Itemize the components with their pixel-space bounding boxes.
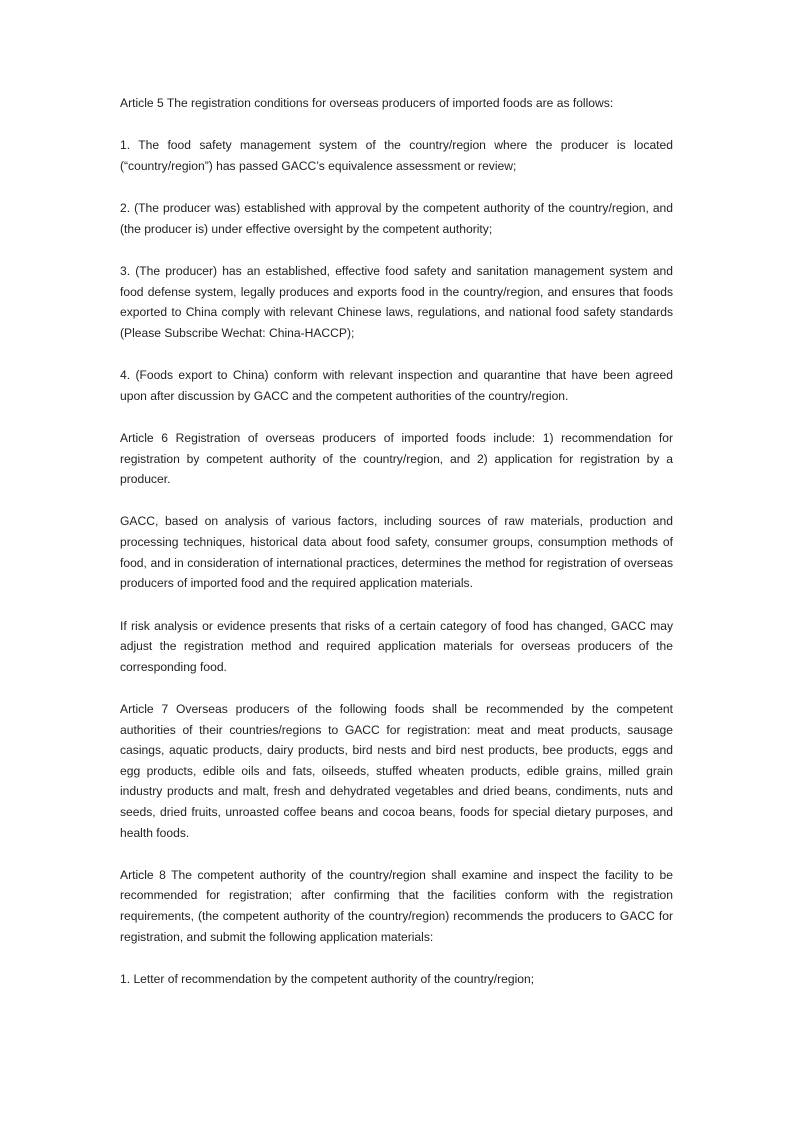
article-7-paragraph: Article 7 Overseas producers of the following foods shall be recommended by the competent authorities of their countries/regions to GACC for registration: meat and meat products, sausage casings, aquatic products, dairy products, bird nests and bird nest products, bee products, eggs and egg products, edible oils and fats, oilseeds, stuffed wheaten products, edible grains, milled grain industry products and malt, fresh and dehydrated vegetables and dried beans, condiments, nuts and seeds, dried fruits, unroasted coffee beans and cocoa beans, foods for special dietary purposes, and health foods. xyxy=(120,701,673,840)
article-5-item-2: 2. (The producer was) established with approval by the competent authority of the country/region, and (the producer is) under effective oversight by the competent authority; xyxy=(120,201,673,236)
document-body xyxy=(120,93,673,1011)
article-6-paragraph-2: GACC, based on analysis of various factors, including sources of raw materials, production and processing techniques, historical data about food safety, consumer groups, consumption methods of food, and in consideration of international practices, determines the method for registration of overseas producers of imported food and the required application materials. xyxy=(120,514,673,591)
article-5-heading: Article 5 The registration conditions for overseas producers of imported foods are as follows: xyxy=(120,96,614,110)
article-6-paragraph-1: Article 6 Registration of overseas producers of imported foods include: 1) recommendation for registration by competent authority of the country/region, and 2) application for registration by a producer. xyxy=(120,430,673,487)
article-8-paragraph: Article 8 The competent authority of the country/region shall examine and inspect the facility to be recommended for registration; after confirming that the facilities conform with the registration requirements, (the competent authority of the country/region) recommends the producers to GACC for registration, and submit the following application materials: xyxy=(120,867,673,944)
article-5-item-4: 4. (Foods export to China) conform with relevant inspection and quarantine that have been agreed upon after discussion by GACC and the competent authorities of the country/region. xyxy=(120,368,673,403)
article-5-item-1: 1. The food safety management system of the country/region where the producer is located (“country/region”) has passed GACC’s equivalence assessment or review; xyxy=(120,138,673,173)
article-6-paragraph-3: If risk analysis or evidence presents that risks of a certain category of food has changed, GACC may adjust the registration method and required application materials for overseas producers of the corresponding food. xyxy=(120,618,673,674)
article-5-item-3: 3. (The producer) has an established, effective food safety and sanitation management system and food defense system, legally produces and exports food in the country/region, and ensures that foods exported to China comply with relevant Chinese laws, regulations, and national food safety standards (Please Subscribe Wechat: China-HACCP); xyxy=(120,264,673,340)
article-8-item-1: 1. Letter of recommendation by the competent authority of the country/region; xyxy=(120,971,535,986)
